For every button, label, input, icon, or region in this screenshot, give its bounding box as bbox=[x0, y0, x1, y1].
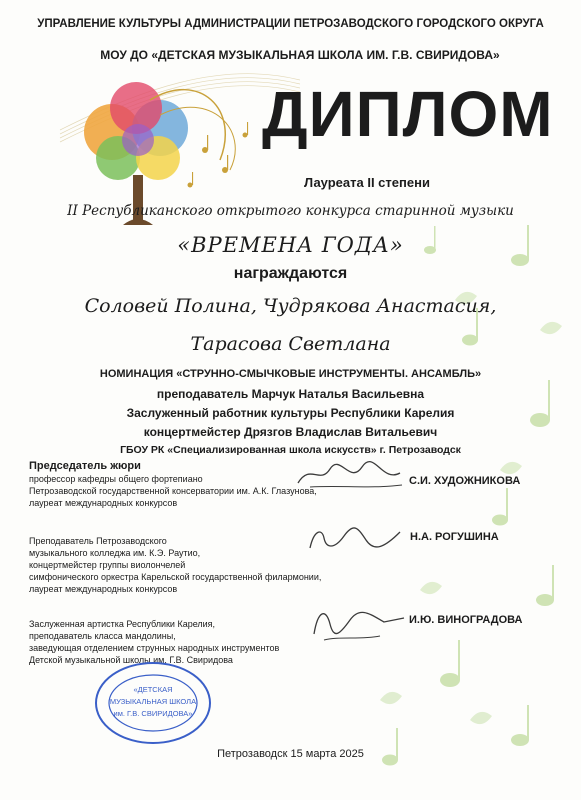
jury-line: преподаватель класса мандолины, bbox=[29, 631, 176, 641]
jury-name-1: С.И. ХУДОЖНИКОВА bbox=[409, 475, 521, 487]
jury-member-2 bbox=[29, 535, 321, 595]
school-header: МОУ ДО «ДЕТСКАЯ МУЗЫКАЛЬНАЯ ШКОЛА ИМ. Г.В. СВИРИДОВА» bbox=[100, 48, 500, 62]
teacher-honor: Заслуженный работник культуры Республики Карелия bbox=[126, 406, 455, 420]
recipients-line-1: Соловей Полина, Чудрякова Анастасия, bbox=[84, 295, 497, 317]
teacher: преподаватель Марчук Наталья Васильевна bbox=[156, 387, 425, 401]
stamp-text-1: «ДЕТСКАЯ bbox=[133, 685, 173, 694]
jury-line: музыкального колледжа им. К.Э. Раутио, bbox=[29, 548, 201, 558]
recipients-line-2: Тарасова Светлана bbox=[190, 333, 391, 355]
nomination: НОМИНАЦИЯ «СТРУННО-СМЫЧКОВЫЕ ИНСТРУМЕНТЫ. АНСАМБЛЬ» bbox=[99, 368, 482, 380]
footer-place-date: Петрозаводск 15 марта 2025 bbox=[217, 748, 364, 760]
jury-member-3 bbox=[29, 618, 279, 666]
institution: ГБОУ РК «Специализированная школа искусств» г. Петрозаводск bbox=[120, 444, 461, 456]
jury-name-2: Н.А. РОГУШИНА bbox=[410, 531, 499, 543]
contest-line: II Республиканского открытого конкурса старинной музыки bbox=[67, 203, 514, 219]
jury-line: Детской музыкальной школы им. Г.В. Свиридова bbox=[29, 655, 233, 665]
jury-line: Заслуженная артистка Республики Карелия, bbox=[29, 619, 216, 629]
accompanist: концертмейстер Дрязгов Владислав Витальевич bbox=[143, 425, 438, 439]
jury-line: лауреат международных конкурсов bbox=[29, 498, 178, 508]
jury-line: Петрозаводской государственной консерватории им. А.К. Глазунова, bbox=[29, 486, 317, 496]
school-stamp bbox=[93, 660, 213, 746]
jury-line: профессор кафедры общего фортепиано bbox=[29, 474, 203, 484]
signature-3 bbox=[300, 600, 410, 644]
jury-member-1 bbox=[29, 459, 317, 509]
signature-1 bbox=[290, 455, 410, 495]
jury-line: лауреат международных конкурсов bbox=[29, 584, 178, 594]
jury-line: симфонического оркестра Карельской государственной филармонии, bbox=[29, 572, 322, 582]
diploma-title: ДИПЛОМ bbox=[262, 78, 554, 150]
department-header: УПРАВЛЕНИЕ КУЛЬТУРЫ АДМИНИСТРАЦИИ ПЕТРОЗАВОДСКОГО ГОРОДСКОГО ОКРУГА bbox=[37, 18, 544, 30]
contest-name: «ВРЕМЕНА ГОДА» bbox=[177, 233, 404, 257]
stamp-text-3: им. Г.В. СВИРИДОВА» bbox=[113, 709, 193, 718]
jury-line: заведующая отделением струнных народных инструментов bbox=[29, 643, 280, 653]
jury-name-3: И.Ю. ВИНОГРАДОВА bbox=[409, 614, 523, 626]
stamp-text-2: МУЗЫКАЛЬНАЯ ШКОЛА bbox=[109, 697, 197, 706]
green-leaves-decoration bbox=[380, 292, 562, 724]
jury-chair-label: Председатель жюри bbox=[29, 460, 141, 472]
signature-2 bbox=[300, 518, 410, 558]
jury-line: Преподаватель Петрозаводского bbox=[29, 536, 167, 546]
awarded-label: награждаются bbox=[233, 265, 348, 282]
gold-notes-decoration bbox=[188, 122, 249, 188]
jury-line: концертмейстер группы виолончелей bbox=[29, 560, 186, 570]
laureate-degree: Лауреата II степени bbox=[304, 175, 430, 190]
